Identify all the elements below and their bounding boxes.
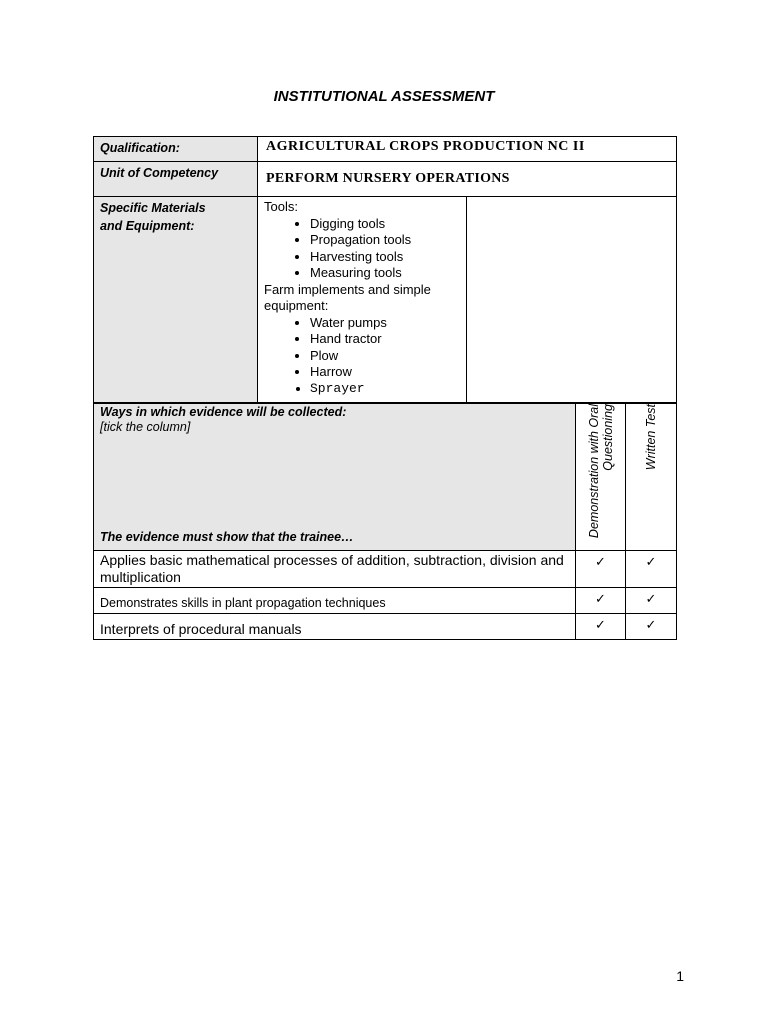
- materials-label-cell: [94, 197, 258, 403]
- column-label-written-test: Written Test: [644, 404, 658, 471]
- materials-empty-cell: [467, 197, 677, 403]
- qualification-value-cell: [258, 137, 677, 162]
- check-icon: ✓: [595, 554, 606, 569]
- list-item: • Plow: [310, 348, 460, 365]
- qualification-label-cell: [94, 137, 258, 162]
- list-item: • Sprayer: [310, 381, 460, 398]
- list-item: • Digging tools: [310, 216, 460, 233]
- criterion-text: Interprets of procedural manuals: [100, 621, 302, 637]
- table-row: [94, 614, 677, 640]
- list-item: • Water pumps: [310, 315, 460, 332]
- evidence-instruction: [tick the column]: [100, 420, 191, 434]
- tools-list: [264, 216, 460, 282]
- table-row: [94, 551, 677, 588]
- tools-heading: Tools:: [264, 199, 298, 214]
- unit-label-cell: [94, 162, 258, 197]
- materials-list: [258, 197, 466, 399]
- check-icon: ✓: [645, 617, 657, 632]
- page-title: INSTITUTIONAL ASSESSMENT: [273, 88, 495, 105]
- list-item: • Harrow: [310, 364, 460, 381]
- list-item: • Hand tractor: [310, 331, 460, 348]
- qualification-value: AGRICULTURAL CROPS PRODUCTION NC II: [266, 139, 585, 154]
- column-header-written-test: [626, 404, 677, 551]
- unit-value: PERFORM NURSERY OPERATIONS: [266, 171, 510, 186]
- list-item: • Propagation tools: [310, 232, 460, 249]
- evidence-footer: The evidence must show that the trainee…: [100, 530, 354, 544]
- check-icon: ✓: [595, 591, 606, 606]
- materials-label-line1: Specific Materials: [100, 201, 206, 215]
- materials-list-cell: [258, 197, 467, 403]
- criterion-text: Demonstrates skills in plant propagation techniques: [100, 596, 386, 610]
- unit-label: Unit of Competency: [100, 166, 219, 180]
- evidence-heading: Ways in which evidence will be collected:: [100, 405, 347, 419]
- column-label-demonstration: Demonstration with Oral Questioning: [586, 404, 615, 539]
- farm-heading: Farm implements and simple equipment:: [264, 281, 431, 313]
- materials-label: [94, 197, 257, 237]
- evidence-header-cell: [94, 404, 576, 551]
- check-icon: ✓: [595, 617, 606, 632]
- qualification-label: Qualification:: [100, 141, 180, 155]
- column-header-demonstration: [576, 404, 626, 551]
- unit-value-cell: [258, 162, 677, 197]
- page-number: 1: [676, 968, 684, 984]
- list-item: • Measuring tools: [310, 265, 460, 282]
- check-icon: ✓: [645, 554, 657, 569]
- materials-label-line2: and Equipment:: [100, 219, 195, 233]
- farm-list: [264, 315, 460, 398]
- info-table: [93, 136, 676, 403]
- criterion-text: Applies basic mathematical processes of addition, subtraction, division and multiplication: [100, 552, 564, 585]
- evidence-table: [93, 403, 676, 640]
- check-icon: ✓: [645, 591, 657, 606]
- list-item: • Harvesting tools: [310, 249, 460, 266]
- table-row: [94, 588, 677, 614]
